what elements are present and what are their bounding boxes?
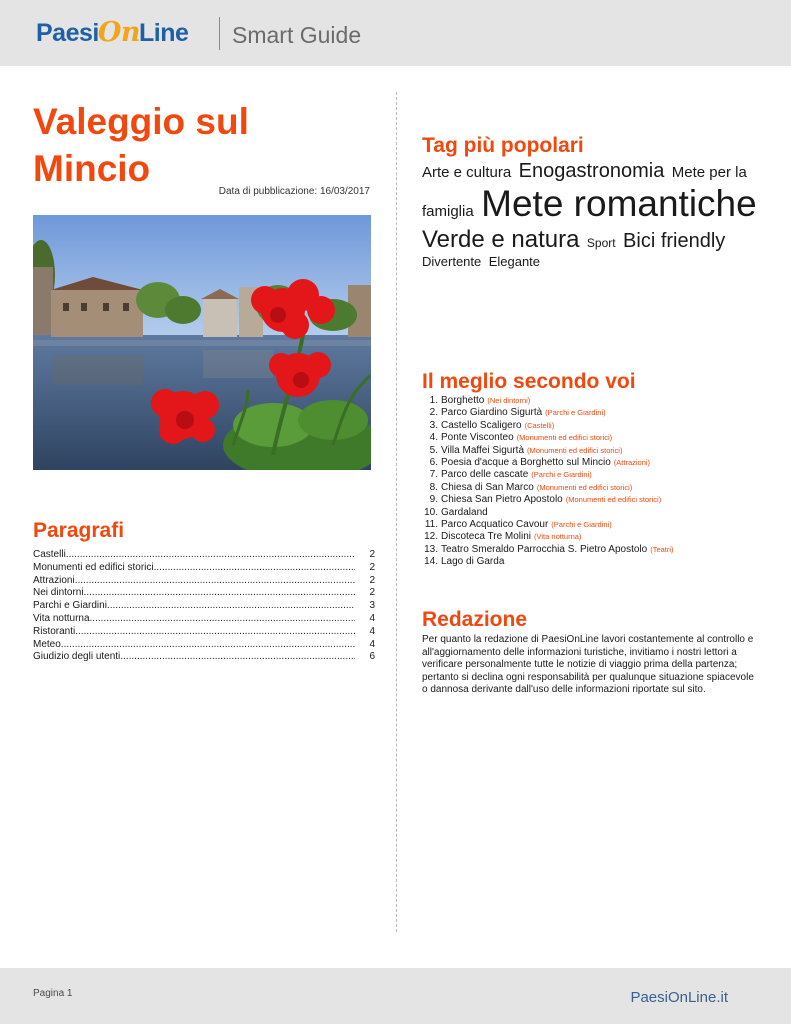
meglio-category[interactable]: (Monumenti ed edifici storici) bbox=[516, 433, 613, 443]
meglio-name[interactable]: Discoteca Tre Molini bbox=[441, 531, 532, 543]
toc-leader bbox=[154, 562, 355, 575]
tag-link[interactable]: Divertente bbox=[422, 254, 482, 270]
meglio-category[interactable]: (Monumenti ed edifici storici) bbox=[565, 495, 662, 505]
toc-page: 2 bbox=[369, 574, 375, 586]
meglio-item[interactable] bbox=[422, 432, 767, 444]
header-divider bbox=[219, 17, 220, 50]
paesionline-logo[interactable] bbox=[36, 17, 188, 57]
meglio-category[interactable]: (Parchi e Giardini) bbox=[545, 408, 606, 418]
toc-leader bbox=[75, 626, 355, 639]
meglio-number: 11. bbox=[424, 519, 438, 531]
meglio-name[interactable]: Borghetto bbox=[441, 395, 485, 406]
toc-item[interactable] bbox=[33, 587, 375, 600]
hero-photo bbox=[33, 215, 371, 470]
toc-item[interactable] bbox=[33, 651, 375, 664]
meglio-name[interactable]: Poesia d'acque a Borghetto sul Mincio bbox=[441, 457, 611, 469]
meglio-category[interactable]: (Attrazioni) bbox=[613, 458, 651, 468]
meglio-name[interactable]: Castello Scaligero bbox=[441, 419, 522, 431]
meglio-number: 12. bbox=[424, 531, 438, 543]
meglio-item[interactable] bbox=[422, 494, 767, 506]
meglio-name[interactable]: Parco Giardino Sigurtà bbox=[441, 407, 543, 419]
tag-link[interactable]: Elegante bbox=[488, 254, 541, 270]
meglio-number: 5. bbox=[429, 444, 438, 456]
toc-label: Vita notturna bbox=[33, 612, 90, 624]
toc-item[interactable] bbox=[33, 600, 375, 613]
meglio-category[interactable]: (Monumenti ed edifici storici) bbox=[536, 482, 633, 492]
meglio-name[interactable]: Villa Maffei Sigurtà bbox=[441, 444, 525, 456]
redazione-heading: Redazione bbox=[422, 608, 528, 631]
meglio-number: 3. bbox=[429, 419, 438, 431]
toc-leader bbox=[107, 600, 355, 613]
toc-leader bbox=[120, 651, 355, 664]
meglio-category[interactable]: (Parchi e Giardini) bbox=[531, 470, 592, 480]
redazione-text: Per quanto la redazione di PaesiOnLine lavori costantemente al controllo e all'aggiornamento delle informazioni turistiche, invitiamo i nostri lettori a verificare personalmente tutte le notizie di viaggio prima della partenza; pertanto si declina ogni responsabilità per qualunque situazione spiacevole o dannosa derivante dall'uso delle informazioni riportate sul sito. bbox=[422, 634, 754, 695]
meglio-item[interactable] bbox=[422, 531, 767, 543]
meglio-heading: Il meglio secondo voi bbox=[422, 370, 636, 393]
tag-link[interactable]: Mete romantiche bbox=[481, 183, 757, 224]
meglio-category[interactable]: (Nei dintorni) bbox=[487, 396, 531, 405]
toc-label: Parchi e Giardini bbox=[33, 600, 107, 612]
meglio-number: 14. bbox=[424, 556, 438, 568]
tag-cloud bbox=[422, 160, 762, 272]
toc-page: 6 bbox=[369, 651, 375, 663]
meglio-item[interactable] bbox=[422, 395, 767, 407]
toc-item[interactable] bbox=[33, 626, 375, 639]
toc-page: 3 bbox=[369, 600, 375, 612]
toc-label: Nei dintorni bbox=[33, 587, 84, 599]
toc-leader bbox=[66, 549, 355, 562]
toc-leader bbox=[84, 587, 355, 600]
toc-leader bbox=[75, 575, 355, 588]
paragrafi-heading: Paragrafi bbox=[33, 519, 125, 542]
paragrafi-list bbox=[33, 549, 375, 664]
meglio-number: 1. bbox=[429, 395, 438, 406]
meglio-item[interactable] bbox=[422, 407, 767, 419]
toc-page: 4 bbox=[369, 638, 375, 650]
meglio-name[interactable]: Gardaland bbox=[441, 506, 488, 518]
meglio-name[interactable]: Ponte Visconteo bbox=[441, 432, 514, 444]
meglio-item[interactable] bbox=[422, 544, 767, 556]
toc-label: Monumenti ed edifici storici bbox=[33, 561, 154, 573]
tag-link[interactable]: Mete per la famiglia bbox=[422, 164, 747, 220]
footer-bar bbox=[0, 968, 791, 1024]
toc-item[interactable] bbox=[33, 575, 375, 588]
toc-item[interactable] bbox=[33, 639, 375, 652]
meglio-name[interactable]: Parco Acquatico Cavour bbox=[441, 519, 549, 531]
toc-page: 2 bbox=[369, 587, 375, 599]
toc-label: Castelli bbox=[33, 549, 66, 560]
meglio-list bbox=[422, 395, 767, 569]
photo-illustration bbox=[33, 215, 371, 470]
meglio-category[interactable]: (Vita notturna) bbox=[534, 532, 582, 542]
meglio-item[interactable] bbox=[422, 469, 767, 481]
meglio-number: 9. bbox=[429, 494, 438, 506]
tag-link[interactable]: Arte e cultura bbox=[422, 164, 512, 181]
site-link[interactable]: PaesiOnLine.it bbox=[630, 989, 728, 1006]
meglio-category[interactable]: (Parchi e Giardini) bbox=[551, 520, 612, 530]
toc-leader bbox=[90, 613, 355, 626]
toc-label: Meteo bbox=[33, 638, 61, 650]
meglio-item[interactable] bbox=[422, 420, 767, 432]
meglio-item[interactable] bbox=[422, 507, 767, 519]
meglio-item[interactable] bbox=[422, 519, 767, 531]
meglio-item[interactable] bbox=[422, 457, 767, 469]
header-bar bbox=[0, 0, 791, 66]
meglio-number: 2. bbox=[429, 407, 438, 419]
meglio-name[interactable]: Parco delle cascate bbox=[441, 469, 529, 481]
toc-label: Giudizio degli utenti bbox=[33, 651, 121, 663]
tag-link[interactable]: Sport bbox=[586, 235, 616, 250]
toc-item[interactable] bbox=[33, 549, 375, 562]
meglio-name[interactable]: Chiesa di San Marco bbox=[441, 481, 534, 493]
toc-label: Ristoranti bbox=[33, 625, 76, 637]
meglio-item[interactable] bbox=[422, 556, 767, 568]
publication-date: Data di pubblicazione: 16/03/2017 bbox=[218, 186, 370, 197]
toc-item[interactable] bbox=[33, 613, 375, 626]
toc-leader bbox=[61, 639, 355, 652]
meglio-item[interactable] bbox=[422, 482, 767, 494]
meglio-name[interactable]: Teatro Smeraldo Parrocchia S. Pietro Apostolo bbox=[441, 543, 648, 555]
meglio-name[interactable]: Chiesa San Pietro Apostolo bbox=[441, 494, 563, 506]
meglio-item[interactable] bbox=[422, 445, 767, 457]
tag-link[interactable]: Bici friendly bbox=[623, 229, 726, 252]
column-divider bbox=[396, 92, 397, 932]
meglio-number: 4. bbox=[429, 432, 438, 444]
meglio-category[interactable]: (Teatri) bbox=[650, 544, 674, 554]
toc-page: 4 bbox=[369, 625, 375, 637]
meglio-number: 6. bbox=[429, 457, 438, 469]
tag-link[interactable]: Verde e natura bbox=[422, 225, 580, 253]
toc-item[interactable] bbox=[33, 562, 375, 575]
meglio-number: 13. bbox=[424, 543, 438, 555]
toc-page: 2 bbox=[369, 561, 375, 573]
page-title: Valeggio sul Mincio bbox=[33, 101, 249, 189]
meglio-name[interactable]: Lago di Garda bbox=[441, 556, 505, 568]
meglio-number: 10. bbox=[424, 506, 438, 518]
page-number: Pagina 1 bbox=[33, 988, 73, 999]
meglio-number: 8. bbox=[429, 481, 438, 493]
toc-label: Attrazioni bbox=[33, 574, 75, 586]
meglio-category[interactable]: (Castelli) bbox=[524, 420, 555, 430]
meglio-category[interactable]: (Monumenti ed edifici storici) bbox=[527, 445, 623, 455]
tag-link[interactable]: Enogastronomia bbox=[518, 160, 665, 182]
logo-text: PaesiOnLine bbox=[36, 17, 189, 48]
header-subtitle: Smart Guide bbox=[232, 22, 362, 48]
meglio-number: 7. bbox=[429, 469, 438, 481]
toc-page: 2 bbox=[369, 549, 375, 560]
tags-heading: Tag più popolari bbox=[422, 134, 584, 157]
toc-page: 4 bbox=[369, 612, 375, 624]
